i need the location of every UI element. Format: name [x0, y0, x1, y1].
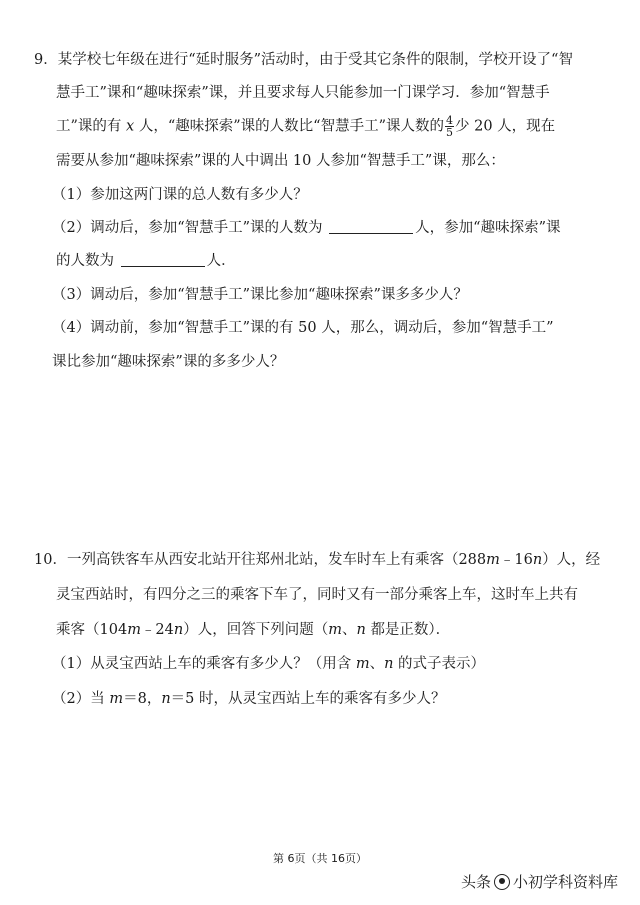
watermark-prefix: 头条 — [461, 873, 492, 891]
q10-line-1: 10．一列高铁客车从西安北站开往郑州北站，发车时车上有乘客（288m﹣16n）人，经 — [34, 552, 601, 568]
q9-line-2: 慧手工”课和“趣味探索”课，并且要求每人只能参加一门课学习．参加“智慧手 — [56, 85, 550, 101]
page-footer: 第 6页（共 16页） — [273, 852, 367, 865]
var-x: x — [126, 118, 135, 135]
watermark — [461, 871, 618, 892]
q9-line-3: 工”课的有 x 人，“趣味探索”课的人数比“智慧手工”课人数的 $\frac{4}{5}$ 少 20 人，现在 — [56, 114, 556, 139]
fraction-four-fifths: $\frac{4}{5}$ — [445, 114, 453, 139]
answer-blank-2[interactable] — [121, 252, 205, 267]
q10-part-1: （1）从灵宝西站上车的乘客有多少人？（用含 m、n 的式子表示） — [52, 656, 486, 672]
q10-line-3: 乘客（104m﹣24n）人，回答下列问题（m、n 都是正数）． — [56, 622, 451, 638]
at-icon — [494, 874, 510, 890]
answer-blank-1[interactable] — [329, 219, 413, 234]
q9-part-4-cont: 课比参加“趣味探索”课的多多少人？ — [52, 354, 285, 370]
watermark-name: 小初学科资料库 — [513, 873, 619, 891]
q9-part-3: （3）调动后，参加“智慧手工”课比参加“趣味探索”课多多少人？ — [52, 287, 468, 303]
q9-part-2: （2）调动后，参加“智慧手工”课的人数为 人，参加“趣味探索”课 — [52, 220, 561, 236]
q9-line-1: 9．某学校七年级在进行“延时服务”活动时，由于受其它条件的限制，学校开设了“智 — [34, 52, 573, 68]
q10-part-2: （2）当 m＝8，n＝5 时，从灵宝西站上车的乘客有多少人？ — [52, 691, 446, 707]
q9-part-1: （1）参加这两门课的总人数有多少人？ — [52, 187, 308, 203]
q9-line-4: 需要从参加“趣味探索”课的人中调出 10 人参加“智慧手工”课，那么： — [56, 153, 505, 169]
q9-part-4: （4）调动前，参加“智慧手工”课的有 50 人，那么，调动后，参加“智慧手工” — [52, 320, 554, 336]
q10-line-2: 灵宝西站时，有四分之三的乘客下车了，同时又有一部分乘客上车，这时车上共有 — [56, 587, 578, 603]
q9-number: 9． — [34, 52, 58, 68]
q9-part-2-cont: 的人数为 人． — [56, 253, 236, 269]
q10-number: 10． — [34, 552, 67, 568]
